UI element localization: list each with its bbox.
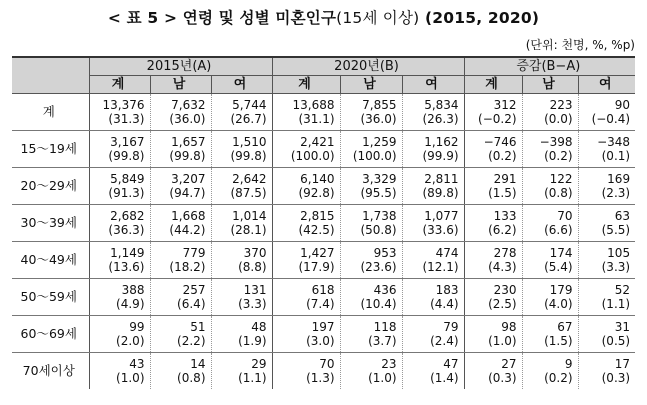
data-cell (272, 94, 340, 131)
data-cell (272, 205, 340, 242)
cell-percent: (26.3) (422, 112, 459, 126)
data-cell (272, 316, 340, 353)
cell-percent: (94.7) (169, 186, 206, 200)
data-cell (402, 353, 464, 390)
data-cell (464, 205, 522, 242)
data-cell (272, 242, 340, 279)
data-cell (150, 316, 211, 353)
cell-percent: (6.6) (544, 223, 573, 237)
cell-value: 131 (243, 283, 267, 297)
cell-value: 79 (443, 320, 459, 334)
cell-value: 370 (243, 246, 267, 260)
table-row (12, 316, 635, 353)
cell-percent: (4.0) (544, 297, 573, 311)
data-cell (340, 205, 402, 242)
cell-value: 1,668 (171, 209, 206, 223)
row-label: 40～49세 (12, 242, 89, 279)
table-row (12, 353, 635, 390)
cell-percent: (0.3) (488, 371, 517, 385)
data-cell (150, 94, 211, 131)
header-sub: 남 (150, 76, 211, 94)
cell-value: 70 (319, 357, 335, 371)
cell-value: 618 (311, 283, 335, 297)
cell-value: 118 (373, 320, 397, 334)
cell-value: 169 (607, 172, 631, 186)
data-cell (211, 131, 272, 168)
cell-value: 29 (251, 357, 267, 371)
cell-percent: (1.5) (544, 334, 573, 348)
cell-percent: (0.2) (544, 371, 573, 385)
data-cell (578, 205, 635, 242)
cell-percent: (−0.4) (591, 112, 631, 126)
cell-percent: (2.5) (488, 297, 517, 311)
data-cell (578, 131, 635, 168)
cell-value: 474 (435, 246, 459, 260)
cell-percent: (1.0) (116, 371, 145, 385)
cell-percent: (6.2) (488, 223, 517, 237)
table-body (12, 57, 635, 389)
table-row (12, 94, 635, 131)
title-age-range: (15세 이상) (336, 9, 420, 27)
cell-value: 51 (190, 320, 206, 334)
cell-percent: (4.3) (488, 260, 517, 274)
data-cell (211, 353, 272, 390)
cell-percent: (6.4) (177, 297, 206, 311)
cell-value: 1,077 (424, 209, 459, 223)
data-cell (578, 353, 635, 390)
cell-percent: (91.3) (108, 186, 145, 200)
data-cell (211, 168, 272, 205)
cell-percent: (0.3) (601, 371, 631, 385)
header-group-2015: 2015년(A) (89, 57, 272, 76)
data-cell (211, 316, 272, 353)
cell-value: 17 (614, 357, 631, 371)
cell-percent: (8.8) (238, 260, 267, 274)
data-cell (272, 131, 340, 168)
cell-value: 122 (549, 172, 573, 186)
data-cell (340, 168, 402, 205)
data-cell (272, 279, 340, 316)
header-corner (12, 57, 89, 76)
cell-value: 5,849 (110, 172, 145, 186)
data-cell (150, 205, 211, 242)
cell-percent: (31.3) (108, 112, 145, 126)
table-row (12, 279, 635, 316)
header-sub: 계 (89, 76, 150, 94)
row-label: 70세이상 (22, 363, 75, 378)
cell-value: 98 (501, 320, 517, 334)
cell-value: 13,688 (292, 98, 335, 112)
data-cell (89, 316, 150, 353)
cell-value: 1,014 (232, 209, 267, 223)
cell-value: 2,815 (300, 209, 335, 223)
cell-value: 43 (129, 357, 145, 371)
data-cell (464, 242, 522, 279)
data-cell (464, 168, 522, 205)
header-group-2020: 2020년(B) (272, 57, 464, 76)
cell-value: 2,642 (232, 172, 267, 186)
cell-value: 174 (549, 246, 573, 260)
header-row-groups (12, 57, 635, 76)
unmarried-population-table (12, 56, 635, 389)
cell-value: 52 (614, 283, 631, 297)
row-label: 60～69세 (12, 316, 89, 353)
cell-percent: (99.9) (422, 149, 459, 163)
cell-value: 70 (557, 209, 573, 223)
data-cell (340, 279, 402, 316)
data-cell (89, 94, 150, 131)
header-sub: 여 (211, 76, 272, 94)
table-title (0, 6, 647, 28)
cell-value: 23 (381, 357, 397, 371)
row-label: 계 (12, 94, 89, 131)
cell-percent: (95.5) (360, 186, 397, 200)
cell-value: 1,259 (362, 135, 397, 149)
cell-value: 1,427 (300, 246, 335, 260)
header-sub: 계 (272, 76, 340, 94)
data-cell (578, 94, 635, 131)
data-cell (522, 131, 578, 168)
data-cell (89, 242, 150, 279)
cell-value: 99 (129, 320, 145, 334)
data-cell (211, 205, 272, 242)
cell-percent: (100.0) (352, 149, 397, 163)
cell-value: 2,682 (110, 209, 145, 223)
cell-percent: (4.4) (430, 297, 459, 311)
cell-value: 105 (607, 246, 631, 260)
row-label: 50～59세 (12, 279, 89, 316)
data-cell (340, 353, 402, 390)
data-cell (272, 168, 340, 205)
cell-percent: (3.3) (238, 297, 267, 311)
cell-value: 7,632 (171, 98, 206, 112)
cell-percent: (7.4) (306, 297, 335, 311)
data-cell (402, 279, 464, 316)
cell-percent: (2.4) (430, 334, 459, 348)
cell-percent: (4.9) (116, 297, 145, 311)
cell-value: 1,162 (424, 135, 459, 149)
cell-percent: (3.3) (601, 260, 631, 274)
cell-value: −398 (539, 135, 573, 149)
cell-percent: (17.9) (298, 260, 335, 274)
data-cell (340, 316, 402, 353)
data-cell (150, 131, 211, 168)
cell-value: 3,207 (171, 172, 206, 186)
cell-percent: (0.8) (177, 371, 206, 385)
cell-value: 779 (182, 246, 206, 260)
cell-value: 436 (373, 283, 397, 297)
cell-percent: (23.6) (360, 260, 397, 274)
header-sub: 여 (578, 76, 635, 94)
cell-percent: (−0.2) (478, 112, 517, 126)
data-cell (211, 279, 272, 316)
cell-value: 5,744 (232, 98, 267, 112)
cell-value: 9 (564, 357, 573, 371)
data-cell (578, 168, 635, 205)
data-cell (522, 279, 578, 316)
cell-value: 47 (443, 357, 459, 371)
header-group-change: 증감(B−A) (464, 57, 635, 76)
cell-percent: (1.9) (238, 334, 267, 348)
cell-percent: (10.4) (360, 297, 397, 311)
cell-percent: (87.5) (230, 186, 267, 200)
data-cell (464, 131, 522, 168)
cell-percent: (0.8) (544, 186, 573, 200)
data-cell (402, 168, 464, 205)
cell-percent: (1.4) (430, 371, 459, 385)
cell-value: 257 (182, 283, 206, 297)
cell-percent: (1.0) (488, 334, 517, 348)
table-row (12, 168, 635, 205)
cell-percent: (28.1) (230, 223, 267, 237)
cell-percent: (50.8) (360, 223, 397, 237)
cell-value: 31 (614, 320, 631, 334)
data-cell (578, 316, 635, 353)
cell-value: 197 (311, 320, 335, 334)
table-row (12, 242, 635, 279)
cell-percent: (18.2) (169, 260, 206, 274)
table-row (12, 131, 635, 168)
cell-value: 133 (493, 209, 517, 223)
cell-percent: (0.0) (544, 112, 573, 126)
cell-percent: (26.7) (230, 112, 267, 126)
cell-percent: (89.8) (422, 186, 459, 200)
title-years: (2015, 2020) (425, 9, 540, 27)
data-cell (272, 353, 340, 390)
table-row (12, 205, 635, 242)
cell-percent: (44.2) (169, 223, 206, 237)
data-cell (150, 353, 211, 390)
data-cell (464, 316, 522, 353)
cell-percent: (33.6) (422, 223, 459, 237)
cell-value: −746 (483, 135, 517, 149)
cell-percent: (36.0) (169, 112, 206, 126)
data-cell (89, 353, 150, 390)
data-cell (340, 94, 402, 131)
cell-percent: (2.2) (177, 334, 206, 348)
cell-percent: (3.0) (306, 334, 335, 348)
title-main: < 표 5 > 연령 및 성별 미혼인구 (107, 9, 337, 27)
cell-percent: (2.3) (601, 186, 631, 200)
cell-percent: (100.0) (290, 149, 335, 163)
cell-percent: (1.3) (306, 371, 335, 385)
cell-value: 14 (190, 357, 206, 371)
data-cell (89, 279, 150, 316)
cell-percent: (31.1) (298, 112, 335, 126)
header-sub: 남 (522, 76, 578, 94)
cell-value: 230 (493, 283, 517, 297)
data-cell (340, 242, 402, 279)
header-corner-lower (12, 76, 89, 94)
cell-percent: (1.1) (238, 371, 267, 385)
cell-percent: (0.1) (601, 149, 631, 163)
data-cell (89, 168, 150, 205)
cell-value: 312 (493, 98, 517, 112)
cell-value: 2,811 (424, 172, 459, 186)
data-cell (150, 279, 211, 316)
cell-percent: (36.3) (108, 223, 145, 237)
data-cell (464, 94, 522, 131)
cell-value: 7,855 (362, 98, 397, 112)
row-label: 20～29세 (12, 168, 89, 205)
cell-value: 278 (493, 246, 517, 260)
cell-percent: (42.5) (298, 223, 335, 237)
data-cell (150, 242, 211, 279)
data-cell (402, 242, 464, 279)
data-cell (522, 242, 578, 279)
cell-percent: (92.8) (298, 186, 335, 200)
cell-value: 2,421 (300, 135, 335, 149)
cell-percent: (99.8) (230, 149, 267, 163)
cell-value: 13,376 (102, 98, 145, 112)
cell-percent: (5.4) (544, 260, 573, 274)
data-cell (402, 131, 464, 168)
cell-value: 3,329 (362, 172, 397, 186)
cell-value: 48 (251, 320, 267, 334)
header-sub: 여 (402, 76, 464, 94)
cell-percent: (0.2) (544, 149, 573, 163)
header-sub: 계 (464, 76, 522, 94)
data-cell (464, 279, 522, 316)
cell-value: 223 (549, 98, 573, 112)
cell-percent: (1.0) (368, 371, 397, 385)
row-label: 15～19세 (12, 131, 89, 168)
data-cell (340, 131, 402, 168)
header-sub: 남 (340, 76, 402, 94)
cell-value: 5,834 (424, 98, 459, 112)
cell-value: 67 (557, 320, 573, 334)
cell-percent: (0.2) (488, 149, 517, 163)
cell-percent: (36.0) (360, 112, 397, 126)
data-cell (578, 242, 635, 279)
header-row-sex (12, 76, 635, 94)
data-cell (464, 353, 522, 390)
data-cell (578, 279, 635, 316)
cell-percent: (0.5) (601, 334, 631, 348)
cell-value: 388 (121, 283, 145, 297)
cell-value: 1,149 (110, 246, 145, 260)
data-cell (150, 168, 211, 205)
cell-value: 27 (501, 357, 517, 371)
row-label: 30～39세 (12, 205, 89, 242)
cell-value: 90 (614, 98, 631, 112)
data-cell (402, 94, 464, 131)
cell-percent: (99.8) (108, 149, 145, 163)
cell-value: −348 (597, 135, 631, 149)
cell-percent: (99.8) (169, 149, 206, 163)
cell-value: 1,738 (362, 209, 397, 223)
data-cell (89, 131, 150, 168)
data-cell (211, 242, 272, 279)
unit-label: (단위: 천명, %, %p) (525, 38, 635, 52)
cell-value: 953 (373, 246, 397, 260)
cell-value: 179 (549, 283, 573, 297)
cell-percent: (2.0) (116, 334, 145, 348)
cell-value: 3,167 (110, 135, 145, 149)
data-cell (522, 353, 578, 390)
cell-percent: (1.1) (601, 297, 631, 311)
cell-value: 291 (493, 172, 517, 186)
cell-value: 183 (435, 283, 459, 297)
data-cell (89, 205, 150, 242)
cell-value: 6,140 (300, 172, 335, 186)
cell-percent: (13.6) (108, 260, 145, 274)
data-cell (402, 205, 464, 242)
cell-percent: (12.1) (422, 260, 459, 274)
data-cell (402, 316, 464, 353)
data-cell (522, 168, 578, 205)
data-cell (522, 205, 578, 242)
cell-percent: (3.7) (368, 334, 397, 348)
data-cell (522, 94, 578, 131)
cell-value: 1,510 (232, 135, 267, 149)
cell-value: 63 (614, 209, 631, 223)
cell-percent: (5.5) (601, 223, 631, 237)
data-cell (211, 94, 272, 131)
cell-value: 1,657 (171, 135, 206, 149)
cell-percent: (1.5) (488, 186, 517, 200)
data-cell (522, 316, 578, 353)
